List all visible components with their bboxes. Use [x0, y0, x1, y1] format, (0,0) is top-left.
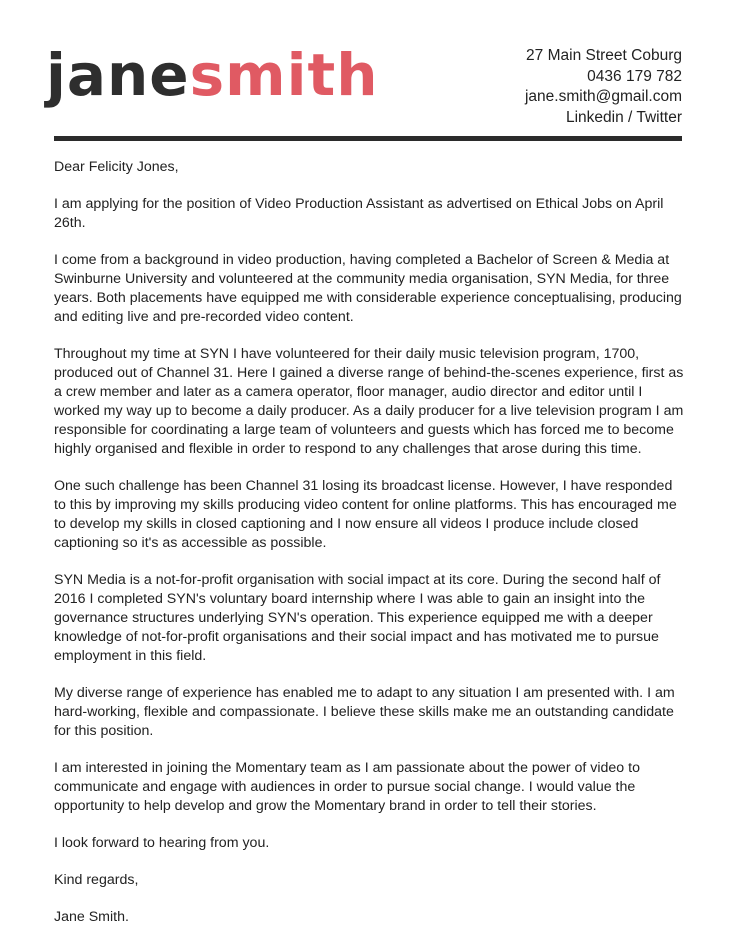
paragraph-position: I am applying for the position of Video Production Assistant as advertised on Ethical Jobs on April 26th. [54, 196, 664, 231]
contact-social: Linkedin / Twitter [565, 109, 682, 127]
logo-last-name: smith [189, 41, 379, 109]
paragraph-closing-line: I look forward to hearing from you. [54, 835, 270, 851]
name-logo [46, 40, 379, 110]
paragraph-skills: My diverse range of experience has enabled me to adapt to any situation I am presented with. I am hard-working, flexible and compassionate. I believe these skills make me an outstanding candidate for this position. [54, 685, 675, 739]
logo-first-name: jane [46, 41, 190, 109]
letter-body [54, 158, 684, 945]
closing: Kind regards, [54, 872, 139, 888]
paragraph-challenge: One such challenge has been Channel 31 losing its broadcast license. However, I have responded to this by improving my skills producing video content for online platforms. This has encouraged me to develop my skills in closed captioning and I now ensure all videos I produce include closed captioning so it's as accessible as possible. [54, 478, 677, 551]
paragraph-not-for-profit: SYN Media is a not-for-profit organisation with social impact at its core. During the second half of 2016 I completed SYN's voluntary board internship where I was able to gain an insight into the governance structures underlying SYN's operation. This experience equipped me with a deeper knowledge of not-for-profit organisations and their social impact and has motivated me to pursue employment in this field. [54, 572, 661, 664]
paragraph-interest: I am interested in joining the Momentary team as I am passionate about the power of video to communicate and engage with audiences in order to pursue social change. I would value the opportunity to help develop and grow the Momentary brand in order to tell their stories. [54, 760, 640, 814]
contact-address: 27 Main Street Coburg [526, 47, 682, 64]
contact-email: jane.smith@gmail.com [524, 88, 682, 106]
signature: Jane Smith. [54, 909, 129, 925]
contact-block [525, 46, 682, 129]
header-divider [54, 136, 682, 141]
salutation: Dear Felicity Jones, [54, 159, 179, 175]
paragraph-background: I come from a background in video production, having completed a Bachelor of Screen & Media at Swinburne University and volunteered at the community media organisation, SYN Media, for three years. Both placements have equipped me with considerable experience conceptualising, producing and editing live and pre-recorded video content. [54, 252, 682, 325]
contact-phone: 0436 179 782 [587, 67, 682, 85]
paragraph-syn-experience: Throughout my time at SYN I have volunteered for their daily music television program, 1700, produced out of Channel 31. Here I gained a diverse range of behind-the-scenes experience, first as a crew member and later as a camera operator, floor manager, audio director and editor until I worked my way up to become a daily producer. As a daily producer for a live television program I am responsible for coordinating a large team of volunteers and guests which has forced me to become highly organised and flexible in order to respond to any challenges that arose during this time. [54, 346, 684, 457]
